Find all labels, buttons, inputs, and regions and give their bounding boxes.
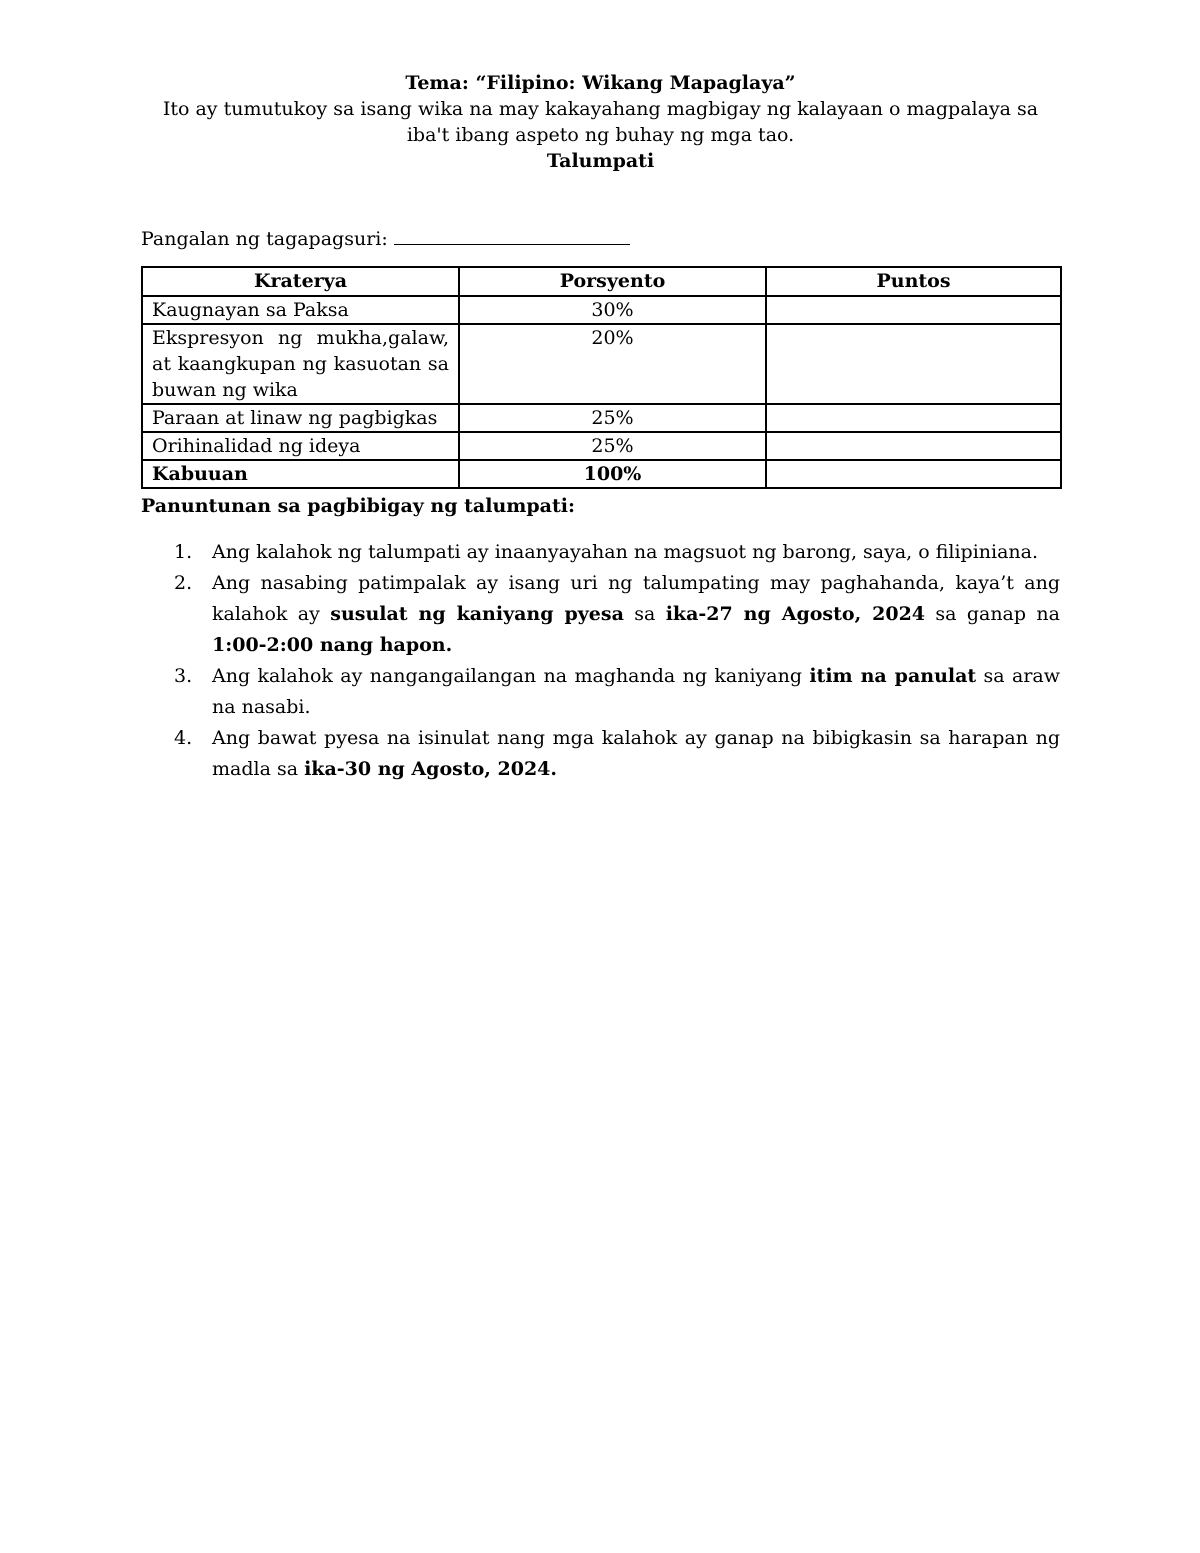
list-item xyxy=(141,723,1060,785)
list-item-number: 2. xyxy=(174,572,193,594)
rule-text-bold: 1:00-2:00 nang hapon. xyxy=(212,634,453,656)
evaluator-label: Pangalan ng tagapagsuri: xyxy=(141,228,388,250)
evaluator-name-line xyxy=(141,226,1060,252)
header-points: Puntos xyxy=(766,267,1061,296)
rule-text-bold: susulat ng kaniyang pyesa xyxy=(330,603,624,625)
rule-text: Ang kalahok ng talumpati ay inaanyayahan na magsuot ng barong, saya, o filipiniana. xyxy=(212,541,1039,563)
percent-cell: 25% xyxy=(459,432,766,460)
evaluator-name-blank xyxy=(394,226,630,245)
percent-cell: 30% xyxy=(459,296,766,324)
rule-text: sa araw na nasabi. xyxy=(212,665,1060,718)
rule-text-bold: ika-30 ng Agosto, 2024. xyxy=(304,758,557,780)
table-total-row xyxy=(142,460,1061,488)
list-item xyxy=(141,568,1060,661)
table-row xyxy=(142,324,1061,404)
percent-cell: 20% xyxy=(459,324,766,404)
document-title: Tema: “Filipino: Wikang Mapaglaya” xyxy=(405,72,796,94)
criterion-cell: Orihinalidad ng ideya xyxy=(142,432,459,460)
criterion-cell: Ekspresyon ng mukha,galaw, at kaangkupan ng kasuotan sa buwan ng wika xyxy=(142,324,459,404)
table-row xyxy=(142,404,1061,432)
rule-text-bold: itim na panulat xyxy=(809,665,977,687)
rules-list xyxy=(141,537,1060,785)
criterion-cell: Paraan at linaw ng pagbigkas xyxy=(142,404,459,432)
rule-text: sa xyxy=(623,603,666,625)
rule-text: Ang kalahok ay nangangailangan na maghanda ng kaniyang xyxy=(212,665,810,687)
points-cell xyxy=(766,296,1061,324)
rule-text: sa ganap na xyxy=(925,603,1060,625)
list-item-number: 3. xyxy=(174,665,193,687)
percent-cell: 25% xyxy=(459,404,766,432)
scoring-table xyxy=(141,266,1062,489)
points-cell xyxy=(766,404,1061,432)
list-item xyxy=(141,537,1060,568)
total-percent-cell: 100% xyxy=(459,460,766,488)
rule-text: Ang nasabing patimpalak ay isang uri ng talumpating may paghahanda, kaya’t ang kalahok ay xyxy=(212,572,1060,625)
total-points-cell xyxy=(766,460,1061,488)
header-criteria: Kraterya xyxy=(142,267,459,296)
rule-text: Ang bawat pyesa na isinulat nang mga kalahok ay ganap na bibigkasin sa harapan ng madla sa xyxy=(212,727,1060,780)
rule-text-bold: ika-27 ng Agosto, 2024 xyxy=(665,603,926,625)
theme-description: Ito ay tumutukoy sa isang wika na may kakayahang magbigay ng kalayaan o magpalaya sa iba't ibang aspeto ng buhay ng mga tao. xyxy=(162,98,1039,146)
list-item-number: 4. xyxy=(174,727,193,749)
document-subtitle: Talumpati xyxy=(546,150,655,172)
points-cell xyxy=(766,432,1061,460)
header-percentage: Porsyento xyxy=(459,267,766,296)
document-page xyxy=(141,70,1060,785)
points-cell xyxy=(766,324,1061,404)
table-row xyxy=(142,432,1061,460)
list-item xyxy=(141,661,1060,723)
table-header-row xyxy=(142,267,1061,296)
total-label-cell: Kabuuan xyxy=(142,460,459,488)
criterion-cell: Kaugnayan sa Paksa xyxy=(142,296,459,324)
rules-heading: Panuntunan sa pagbibigay ng talumpati: xyxy=(141,495,575,517)
list-item-number: 1. xyxy=(174,541,193,563)
table-row xyxy=(142,296,1061,324)
